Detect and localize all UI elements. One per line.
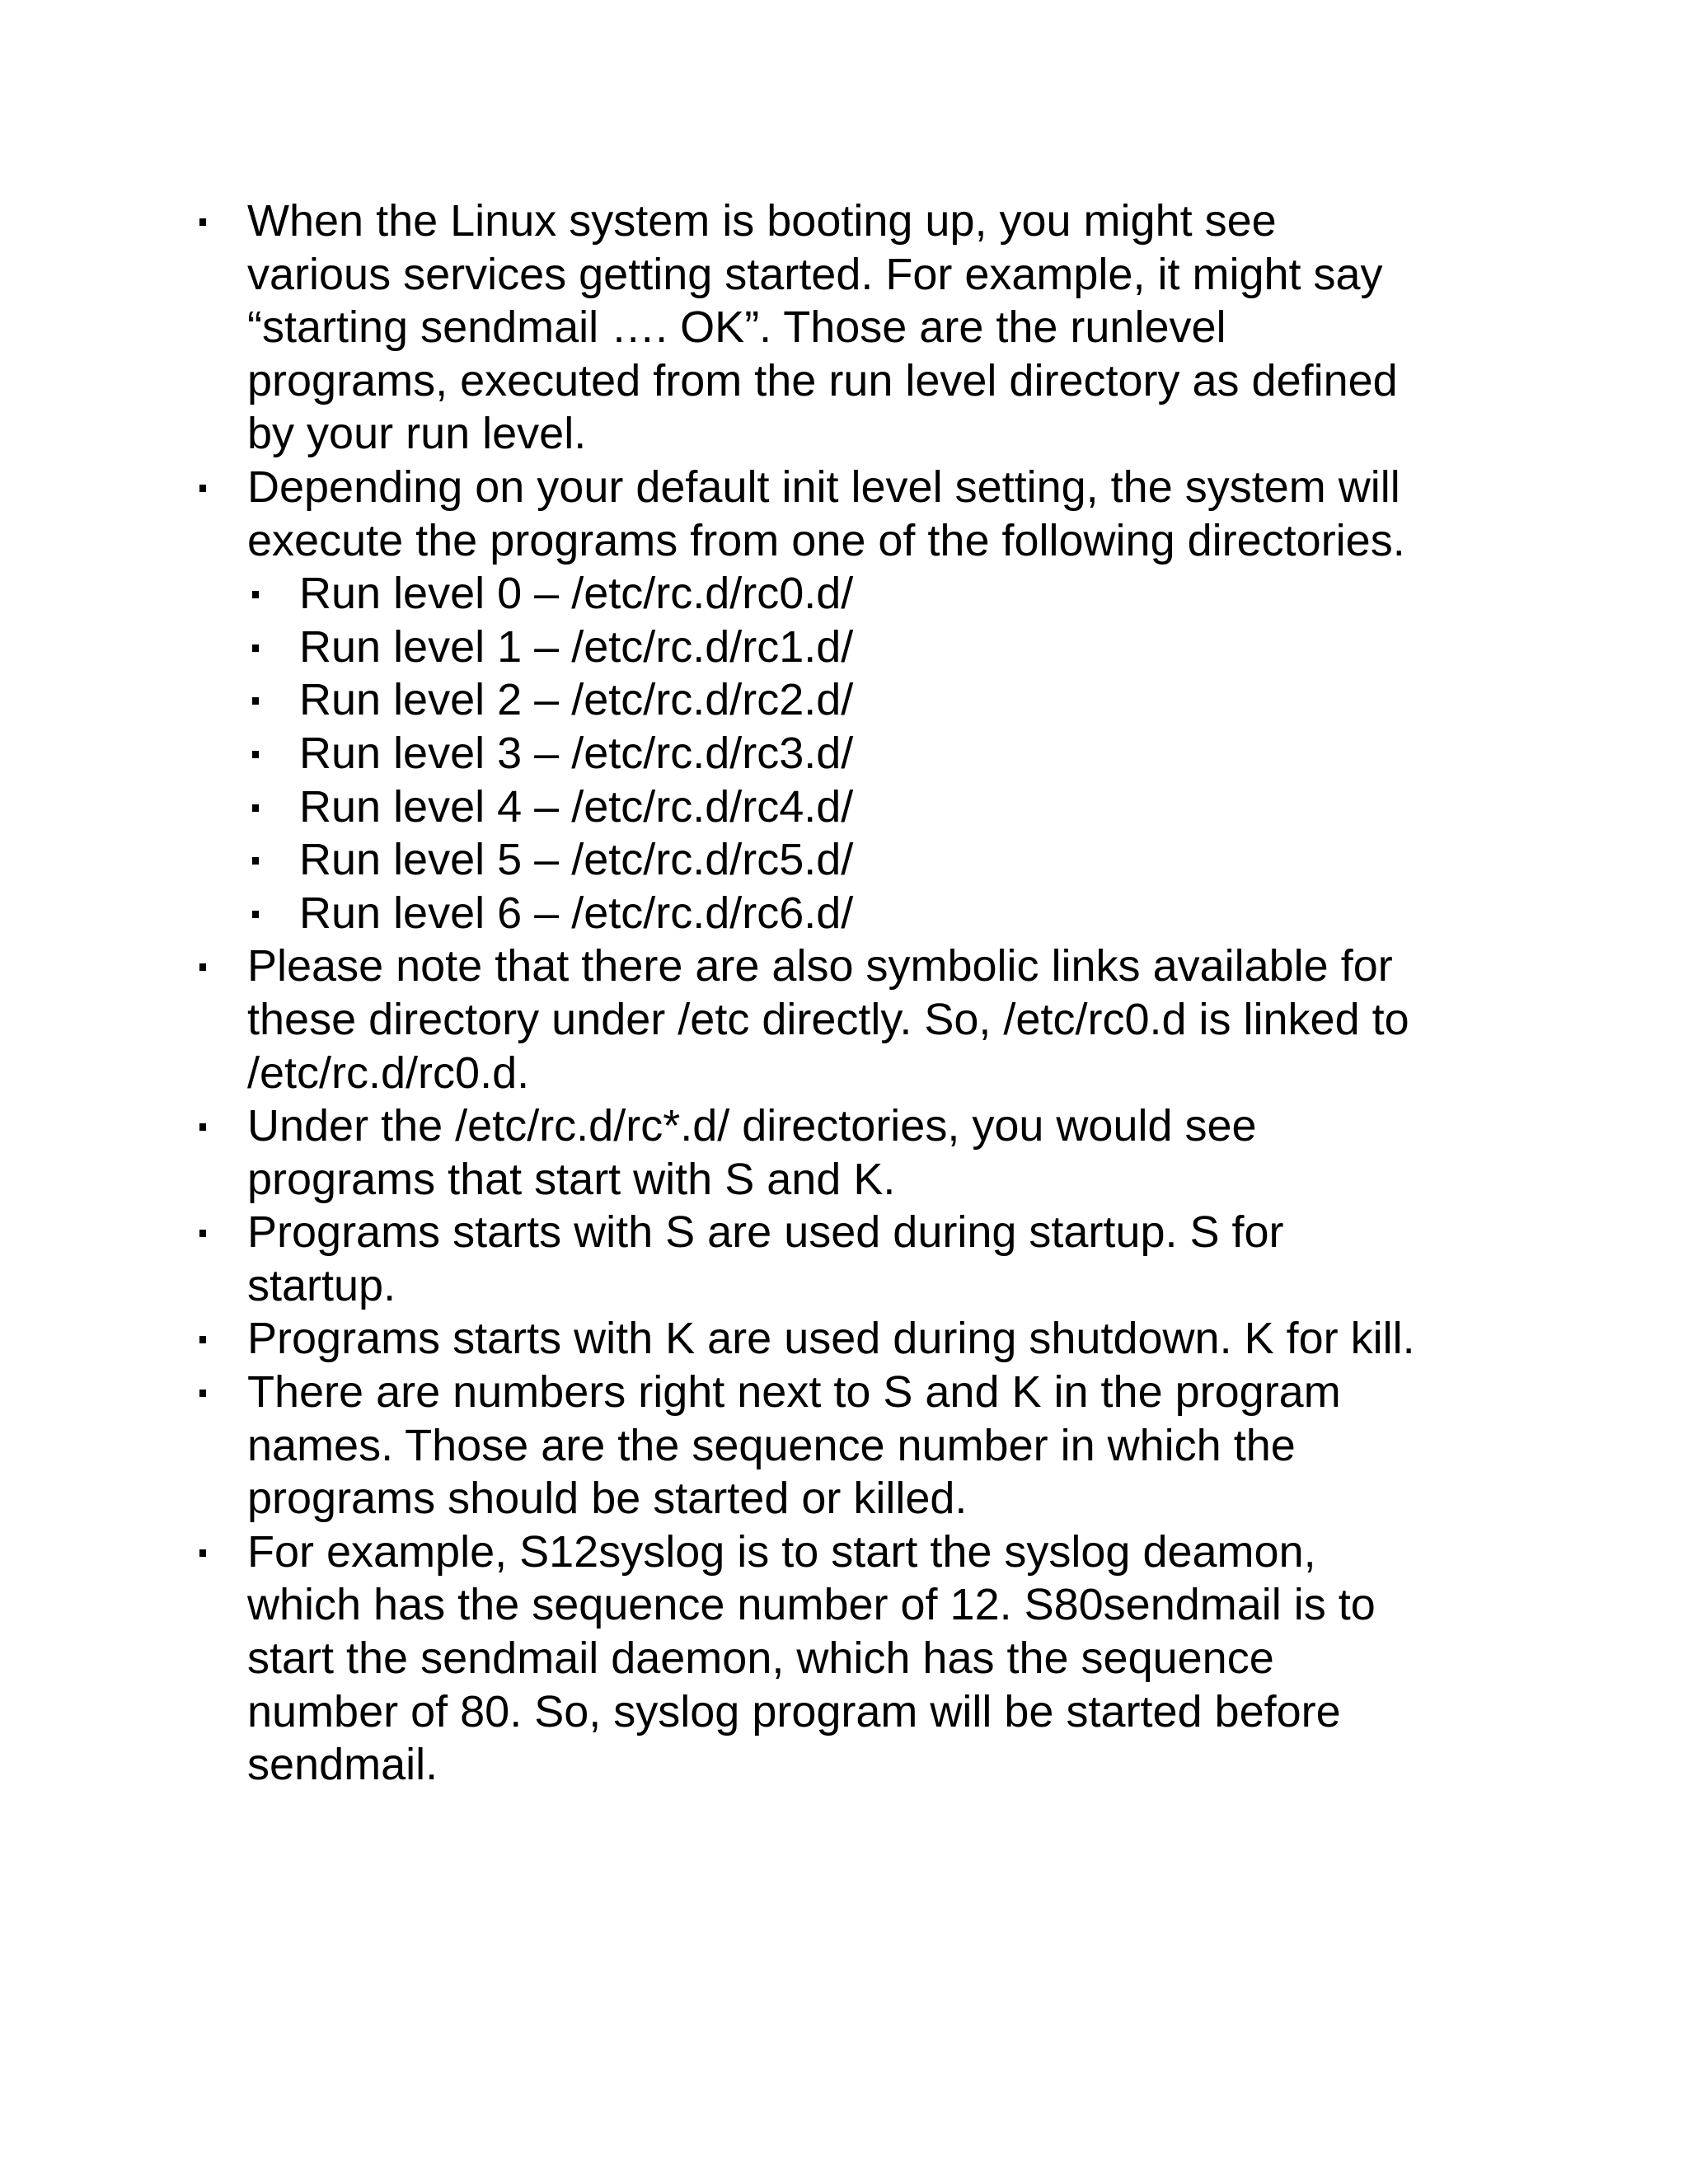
list-item-line: /etc/rc.d/rc0.d.	[247, 1047, 530, 1098]
square-bullet-icon	[199, 1123, 206, 1131]
list-item-line: by your run level.	[247, 409, 587, 459]
list-item-line: Under the /etc/rc.d/rc*.d/ directories, you would see	[247, 1101, 1257, 1151]
list-item-line: various services getting started. For example, it might say	[247, 249, 1383, 299]
list-item-line: programs, executed from the run level directory as defined	[247, 355, 1398, 405]
list-item-line: Run level 6 – /etc/rc.d/rc6.d/	[299, 888, 854, 938]
list-item-line: Run level 3 – /etc/rc.d/rc3.d/	[299, 728, 854, 778]
square-bullet-icon	[252, 804, 259, 812]
sub-list-item	[191, 727, 1510, 780]
list-item-line: For example, S12syslog is to start the syslog deamon,	[247, 1526, 1316, 1577]
list-item-line: execute the programs from one of the following directories.	[247, 515, 1405, 565]
list-item-line: programs should be started or killed.	[247, 1474, 968, 1524]
square-bullet-icon	[199, 1549, 206, 1557]
list-item-line: “starting sendmail …. OK”. Those are the runlevel	[247, 302, 1226, 353]
list-item-line: Run level 4 – /etc/rc.d/rc4.d/	[299, 781, 854, 832]
list-item	[191, 1312, 1510, 1366]
list-item-line: Depending on your default init level setting, the system will	[247, 462, 1400, 512]
list-item	[191, 1366, 1510, 1526]
list-item	[191, 194, 1510, 461]
list-item-line: When the Linux system is booting up, you might see	[247, 196, 1277, 246]
list-item	[191, 1099, 1510, 1206]
list-item	[191, 1206, 1510, 1312]
list-item-line: Run level 1 – /etc/rc.d/rc1.d/	[299, 621, 854, 672]
square-bullet-icon	[252, 644, 259, 652]
list-item-line: Please note that there are also symbolic links available for	[247, 941, 1393, 991]
list-item-line: Programs starts with S are used during startup. S for	[247, 1207, 1284, 1258]
list-item-line: There are numbers right next to S and K in the program	[247, 1367, 1341, 1418]
square-bullet-icon	[199, 485, 206, 492]
list-item-line: which has the sequence number of 12. S80sendmail is to	[247, 1580, 1376, 1630]
square-bullet-icon	[199, 1390, 206, 1397]
list-item	[191, 461, 1510, 567]
list-item-line: Run level 5 – /etc/rc.d/rc5.d/	[299, 835, 854, 885]
square-bullet-icon	[252, 591, 259, 598]
square-bullet-icon	[252, 911, 259, 918]
list-item-line: sendmail.	[247, 1740, 438, 1790]
list-item-line: programs that start with S and K.	[247, 1154, 896, 1204]
list-item-line: names. Those are the sequence number in which the	[247, 1420, 1296, 1470]
list-item-line: Run level 2 – /etc/rc.d/rc2.d/	[299, 675, 854, 725]
list-item-line: Run level 0 – /etc/rc.d/rc0.d/	[299, 569, 854, 619]
list-item	[191, 1526, 1510, 1792]
sub-list-item	[191, 833, 1510, 887]
square-bullet-icon	[252, 751, 259, 758]
list-item-line: these directory under /etc directly. So, /etc/rc0.d is linked to	[247, 994, 1409, 1044]
list-item-line: Programs starts with K are used during shutdown. K for kill.	[247, 1314, 1415, 1364]
bullet-list	[191, 194, 1510, 1792]
sub-list-item	[191, 621, 1510, 674]
square-bullet-icon	[199, 963, 206, 971]
square-bullet-icon	[199, 1336, 206, 1343]
sub-list-item	[191, 567, 1510, 621]
list-item-line: startup.	[247, 1260, 396, 1310]
square-bullet-icon	[252, 697, 259, 705]
sub-list-item	[191, 673, 1510, 727]
list-item	[191, 940, 1510, 1099]
square-bullet-icon	[199, 218, 206, 226]
square-bullet-icon	[199, 1230, 206, 1237]
list-item-line: start the sendmail daemon, which has the sequence	[247, 1633, 1274, 1684]
sub-list-item	[191, 780, 1510, 834]
list-item-line: number of 80. So, syslog program will be started before	[247, 1686, 1341, 1736]
sub-list-item	[191, 887, 1510, 940]
square-bullet-icon	[252, 857, 259, 865]
